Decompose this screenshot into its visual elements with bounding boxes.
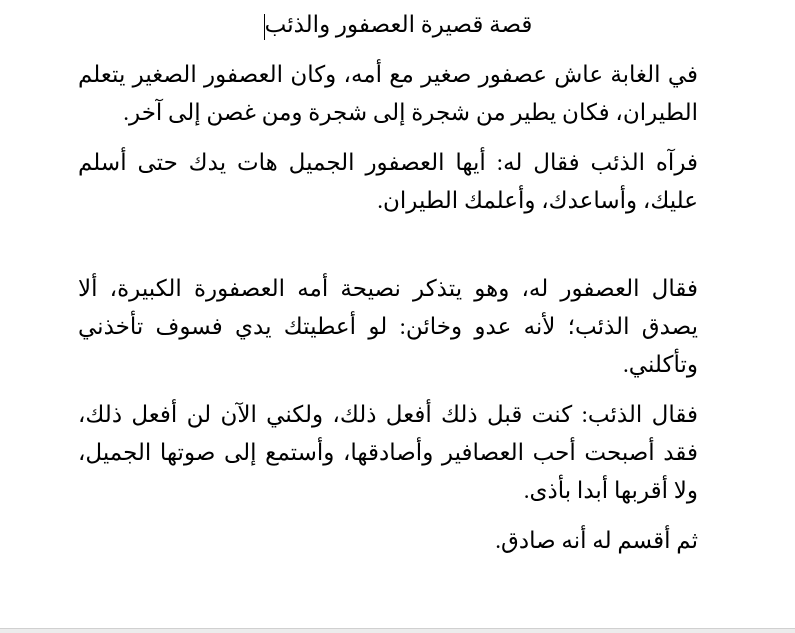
paragraph-4: فقال الذئب: كنت قبل ذلك أفعل ذلك، ولكني الآن لن أفعل ذلك، فقد أصبحت أحب العصافير وأصادقها، وأستمع إلى صوتها الجميل، ولا أقربها أبدا بأذى. bbox=[78, 402, 698, 503]
title-line bbox=[0, 8, 795, 42]
empty-paragraph bbox=[78, 232, 698, 270]
paragraph-2: فرآه الذئب فقال له: أيها العصفور الجميل هات يدك حتى أسلم عليك، وأساعدك، وأعلمك الطيران. bbox=[78, 150, 698, 213]
paragraph-1: في الغابة عاش عصفور صغير مع أمه، وكان العصفور الصغير يتعلم الطيران، فكان يطير من شجرة إلى شجرة ومن غصن إلى آخر. bbox=[78, 62, 698, 125]
page-bottom-edge bbox=[0, 628, 795, 633]
paragraph-5: ثم أقسم له أنه صادق. bbox=[495, 528, 698, 553]
document-body[interactable] bbox=[78, 56, 698, 572]
document-title[interactable] bbox=[263, 10, 533, 40]
title-text: قصة قصيرة العصفور والذئب bbox=[264, 12, 533, 37]
paragraph-3: فقال العصفور له، وهو يتذكر نصيحة أمه العصفورة الكبيرة، ألا يصدق الذئب؛ لأنه عدو وخائن: لو أعطيتك يدي فسوف تأخذني وتأكلني. bbox=[78, 276, 698, 377]
